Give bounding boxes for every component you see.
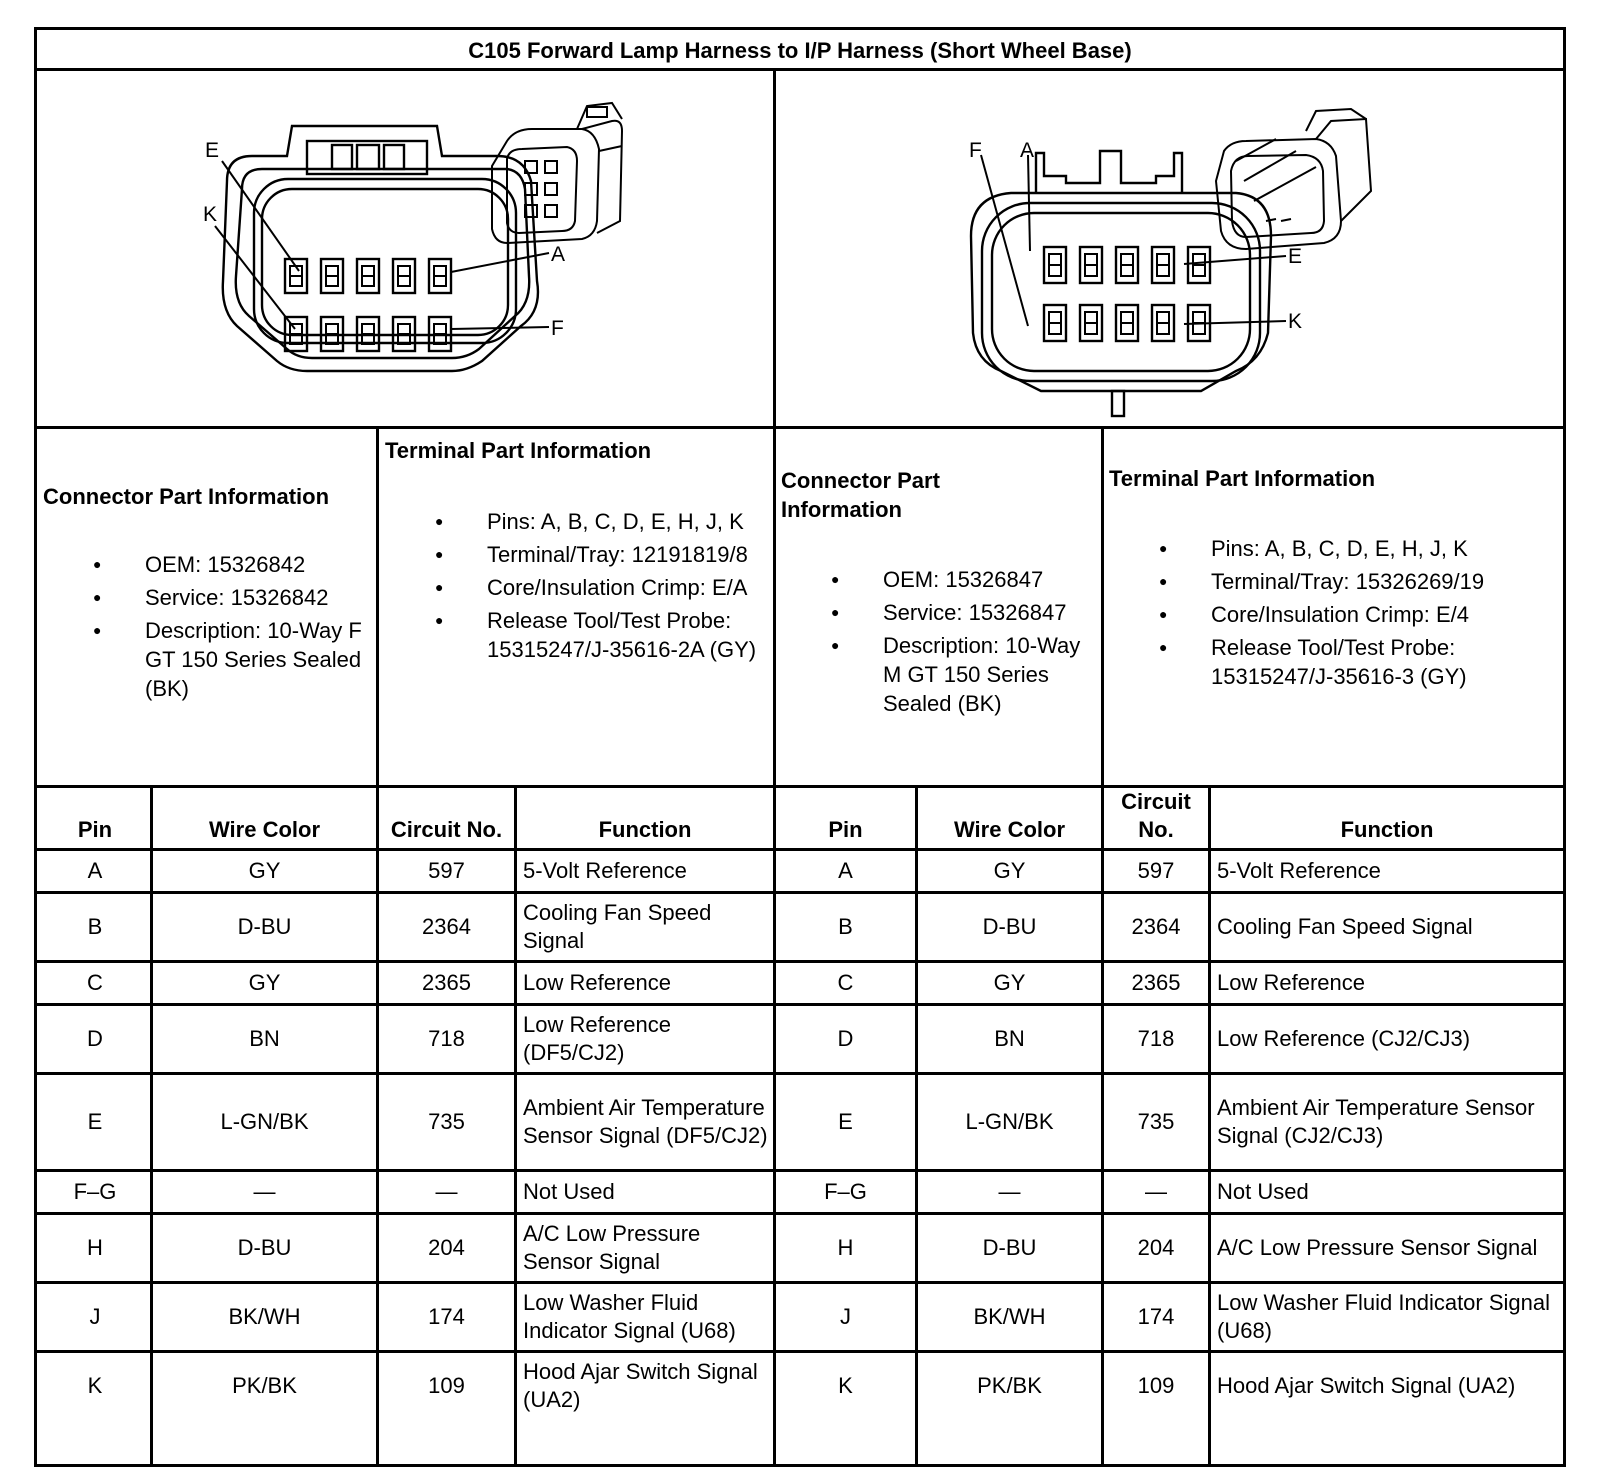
connector-info-heading: Connector Part Information (43, 484, 330, 509)
male-connector-diagram (776, 71, 1563, 426)
wire-color-cell: L-GN/BK (965, 1109, 1054, 1134)
terminal-info-list (1109, 534, 1549, 695)
connector-info-list (43, 550, 373, 707)
circuit-cell: 174 (1137, 1304, 1175, 1329)
column-header-circuit: Circuit No. (1121, 789, 1191, 842)
function-cell: A/C Low Pressure Sensor Signal (523, 1221, 701, 1274)
circuit-cell: 2364 (1131, 914, 1181, 939)
circuit-cell: 597 (428, 858, 465, 883)
function-cell: Not Used (1217, 1179, 1309, 1204)
pin-cell: F–G (73, 1179, 117, 1204)
circuit-cell: 174 (428, 1304, 465, 1329)
wire-color-cell: D-BU (237, 1235, 292, 1260)
pin-cell: B (87, 914, 103, 939)
terminal-release-tool: ● Release Tool/Test Probe: 15315247/J-35616-2A (GY) (385, 606, 775, 664)
function-cell: Low Washer Fluid Indicator Signal (U68) (1217, 1290, 1551, 1343)
function-cell: Cooling Fan Speed Signal (523, 900, 712, 953)
function-cell: Low Washer Fluid Indicator Signal (U68) (523, 1290, 736, 1343)
page-title: C105 Forward Lamp Harness to I/P Harness (Short Wheel Base) (468, 38, 1132, 63)
terminal-tray: ● Terminal/Tray: 15326269/19 (1109, 567, 1549, 596)
pin-label-bottom-last: F (551, 317, 564, 340)
function-cell: 5-Volt Reference (1217, 858, 1381, 883)
wire-color-cell: BK/WH (228, 1304, 301, 1329)
pin-cell: J (89, 1304, 101, 1329)
column-header-circuit: Circuit No. (390, 817, 503, 842)
pin-label-top-first: A (1020, 139, 1035, 162)
wire-color-cell: BK/WH (973, 1304, 1046, 1329)
function-cell: A/C Low Pressure Sensor Signal (1217, 1235, 1538, 1260)
pin-grid (1044, 247, 1210, 341)
pin-cell: F–G (824, 1179, 867, 1204)
female-connector-isometric (492, 103, 622, 243)
diagram-divider (37, 426, 1563, 429)
column-header-function: Function (598, 817, 692, 842)
connector-oem: ● OEM: 15326842 (43, 550, 373, 579)
terminal-crimp: ● Core/Insulation Crimp: E/4 (1109, 600, 1549, 629)
wire-color-cell: L-GN/BK (220, 1109, 309, 1134)
connector-face (982, 203, 1260, 381)
function-cell: 5-Volt Reference (523, 858, 687, 883)
terminal-info-list (385, 507, 775, 668)
connector-face (254, 179, 516, 343)
function-cell: Low Reference (DF5/CJ2) (523, 1012, 671, 1065)
leader-line-top-first (1028, 155, 1030, 251)
column-header-pin: Pin (77, 817, 113, 842)
connector-oem: ● OEM: 15326847 (781, 565, 1099, 594)
pin-cell: A (87, 858, 103, 883)
wire-color-cell: BN (994, 1026, 1025, 1051)
terminal-release-tool: ● Release Tool/Test Probe: 15315247/J-35616-3 (GY) (1109, 633, 1549, 691)
circuit-cell: 2364 (422, 914, 471, 939)
connector-service: ● Service: 15326842 (43, 583, 373, 612)
pin-cell: K (838, 1373, 853, 1398)
info-divider-right (1101, 426, 1104, 788)
column-header-function: Function (1340, 817, 1434, 842)
terminal-pins: ● Pins: A, B, C, D, E, H, J, K (1109, 534, 1549, 563)
pin-cell: D (837, 1026, 854, 1051)
wire-color-cell: D-BU (982, 914, 1037, 939)
column-header-wire-color: Wire Color (953, 817, 1066, 842)
function-cell: Cooling Fan Speed Signal (1217, 914, 1473, 939)
info-divider-left (376, 426, 379, 788)
wire-color-cell: PK/BK (232, 1373, 297, 1398)
connector-description: ● Description: 10-Way M GT 150 Series Sealed (BK) (781, 631, 1099, 718)
connector-outer-shell (971, 193, 1271, 391)
function-cell: Not Used (523, 1179, 615, 1204)
leader-line-bottom-last (451, 327, 549, 329)
terminal-pins: ● Pins: A, B, C, D, E, H, J, K (385, 507, 775, 536)
connector-info-heading: Connector Part Information (781, 468, 940, 522)
pin-cell: E (838, 1109, 853, 1134)
function-cell: Low Reference (523, 970, 671, 995)
function-cell: Hood Ajar Switch Signal (UA2) (1217, 1373, 1516, 1398)
connector-sheet (34, 27, 1566, 1467)
connector-description: ● Description: 10-Way F GT 150 Series Sealed (BK) (43, 616, 373, 703)
wire-color-cell: D-BU (982, 1235, 1037, 1260)
circuit-cell: 2365 (422, 970, 471, 995)
pin-cell: C (837, 970, 854, 995)
latch-housing (1036, 151, 1182, 193)
circuit-cell: 735 (1137, 1109, 1175, 1134)
circuit-cell: 718 (428, 1026, 465, 1051)
wire-color-cell: D-BU (237, 914, 292, 939)
circuit-cell: 204 (1137, 1235, 1175, 1260)
pin-cell: J (840, 1304, 851, 1329)
circuit-cell: 109 (428, 1373, 465, 1398)
circuit-cell: 204 (428, 1235, 465, 1260)
function-cell: Low Reference (CJ2/CJ3) (1217, 1026, 1471, 1051)
wire-color-cell: GY (248, 970, 281, 995)
iso-pin-cavity (545, 161, 557, 173)
wire-color-cell: BN (249, 1026, 280, 1051)
terminal-crimp: ● Core/Insulation Crimp: E/A (385, 573, 775, 602)
function-cell: Ambient Air Temperature Sensor Signal (CJ2/CJ3) (1217, 1095, 1535, 1148)
pin-label-top-first: E (205, 139, 220, 162)
pin-label-bottom-first: K (203, 203, 218, 226)
pin-cell: E (87, 1109, 103, 1134)
pin-cell: B (838, 914, 853, 939)
function-cell: Hood Ajar Switch Signal (UA2) (523, 1359, 758, 1412)
circuit-cell: — (435, 1179, 458, 1204)
column-header-wire-color: Wire Color (208, 817, 321, 842)
wire-color-cell: GY (993, 858, 1026, 883)
terminal-info-heading: Terminal Part Information (1109, 466, 1376, 491)
leader-line-top-last (451, 253, 549, 272)
pin-label-top-last: E (1288, 245, 1303, 268)
wire-color-cell: GY (248, 858, 281, 883)
pin-cell: D (87, 1026, 103, 1051)
circuit-cell: 2365 (1131, 970, 1181, 995)
connector-info-list (781, 565, 1099, 722)
wire-color-cell: — (253, 1179, 276, 1204)
leader-line-top-first (222, 161, 299, 271)
column-header-pin: Pin (828, 817, 863, 842)
latch-tab-center (357, 145, 379, 169)
iso-pin-cavity (545, 183, 557, 195)
pin-cell: K (87, 1373, 103, 1398)
latch-tab-left (332, 145, 352, 169)
pin-grid (285, 259, 451, 351)
female-connector-diagram (37, 71, 773, 426)
pin-cell: H (837, 1235, 854, 1260)
pin-label-bottom-last: K (1288, 310, 1303, 333)
iso-pin-cavity (545, 205, 557, 217)
circuit-cell: 735 (428, 1109, 465, 1134)
terminal-tray: ● Terminal/Tray: 12191819/8 (385, 540, 775, 569)
wire-color-cell: — (998, 1179, 1021, 1204)
bottom-key (1112, 391, 1124, 416)
pin-label-top-last: A (551, 243, 566, 266)
leader-line-bottom-first (981, 155, 1028, 326)
pin-cell: H (87, 1235, 103, 1260)
pin-cell: A (838, 858, 853, 883)
wire-color-cell: GY (993, 970, 1026, 995)
pin-cell: C (87, 970, 103, 995)
function-cell: Low Reference (1217, 970, 1365, 995)
wire-color-cell: PK/BK (977, 1373, 1042, 1398)
circuit-cell: — (1145, 1179, 1167, 1204)
latch-tab-right (384, 145, 404, 169)
circuit-cell: 109 (1137, 1373, 1175, 1398)
function-cell: Ambient Air Temperature Sensor Signal (DF5/CJ2) (523, 1095, 768, 1148)
pin-label-bottom-first: F (969, 139, 982, 162)
connector-seal-ring (236, 169, 529, 358)
circuit-cell: 718 (1137, 1026, 1175, 1051)
connector-service: ● Service: 15326847 (781, 598, 1099, 627)
terminal-info-heading: Terminal Part Information (385, 438, 652, 463)
circuit-cell: 597 (1137, 858, 1175, 883)
pin-cavity-frame (262, 189, 508, 335)
